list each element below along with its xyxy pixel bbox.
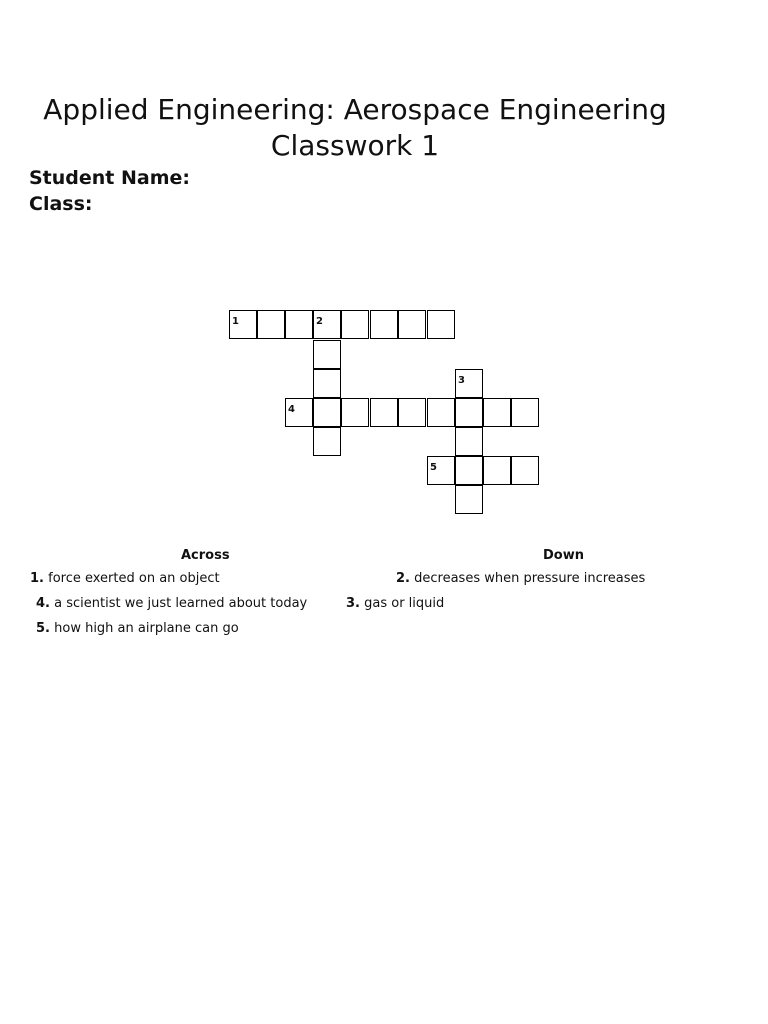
crossword-cell[interactable] [455,456,483,485]
crossword-cell[interactable] [427,398,455,427]
down-clue [396,571,645,587]
clue-text: decreases when pressure increases [414,571,646,586]
clue-number: 2. [396,571,410,586]
clue-text: force exerted on an object [48,571,220,586]
clue-number-3: 3 [458,375,465,386]
clue-text: a scientist we just learned about today [54,596,308,611]
class-label: Class: [29,193,93,215]
crossword-cell[interactable] [313,369,341,398]
clue-number-2: 2 [316,316,323,327]
crossword-cell[interactable] [285,310,313,339]
crossword-cell[interactable] [455,427,483,456]
crossword-cell[interactable] [370,310,398,339]
page-title: Applied Engineering: Aerospace Engineering [43,93,667,126]
clue-number-4: 4 [288,404,295,415]
clue-number: 3. [346,596,360,611]
crossword-cell[interactable] [455,369,483,398]
clue-number: 1. [30,571,44,586]
crossword-cell[interactable] [511,456,539,485]
down-clue [346,596,444,612]
crossword-cell[interactable] [511,398,539,427]
crossword-cell[interactable] [427,310,455,339]
crossword-cell[interactable] [313,398,341,427]
clue-number-5: 5 [430,462,437,473]
crossword-cell[interactable] [398,398,426,427]
clue-text: gas or liquid [364,596,445,611]
crossword-cell[interactable] [398,310,426,339]
clue-number: 5. [36,621,50,636]
student-name-label: Student Name: [29,167,191,189]
crossword-cell[interactable] [313,340,341,369]
across-clue [36,596,307,612]
crossword-cell[interactable] [257,310,285,339]
across-clue [30,571,220,587]
clue-text: how high an airplane can go [54,621,239,636]
crossword-cell[interactable] [341,310,369,339]
clue-number: 4. [36,596,50,611]
crossword-cell[interactable] [285,398,313,427]
clue-number-1: 1 [232,316,239,327]
down-heading: Down [543,548,584,563]
page-subtitle: Classwork 1 [270,129,440,162]
crossword-cell[interactable] [229,310,257,339]
crossword-cell[interactable] [370,398,398,427]
crossword-cell[interactable] [483,398,511,427]
across-heading: Across [181,548,230,563]
crossword-cell[interactable] [427,456,455,485]
crossword-cell[interactable] [341,398,369,427]
crossword-cell[interactable] [455,398,483,427]
crossword-cell[interactable] [483,456,511,485]
crossword-cell[interactable] [313,427,341,456]
across-clue [36,621,239,637]
crossword-cell[interactable] [313,310,341,339]
crossword-cell[interactable] [455,485,483,514]
